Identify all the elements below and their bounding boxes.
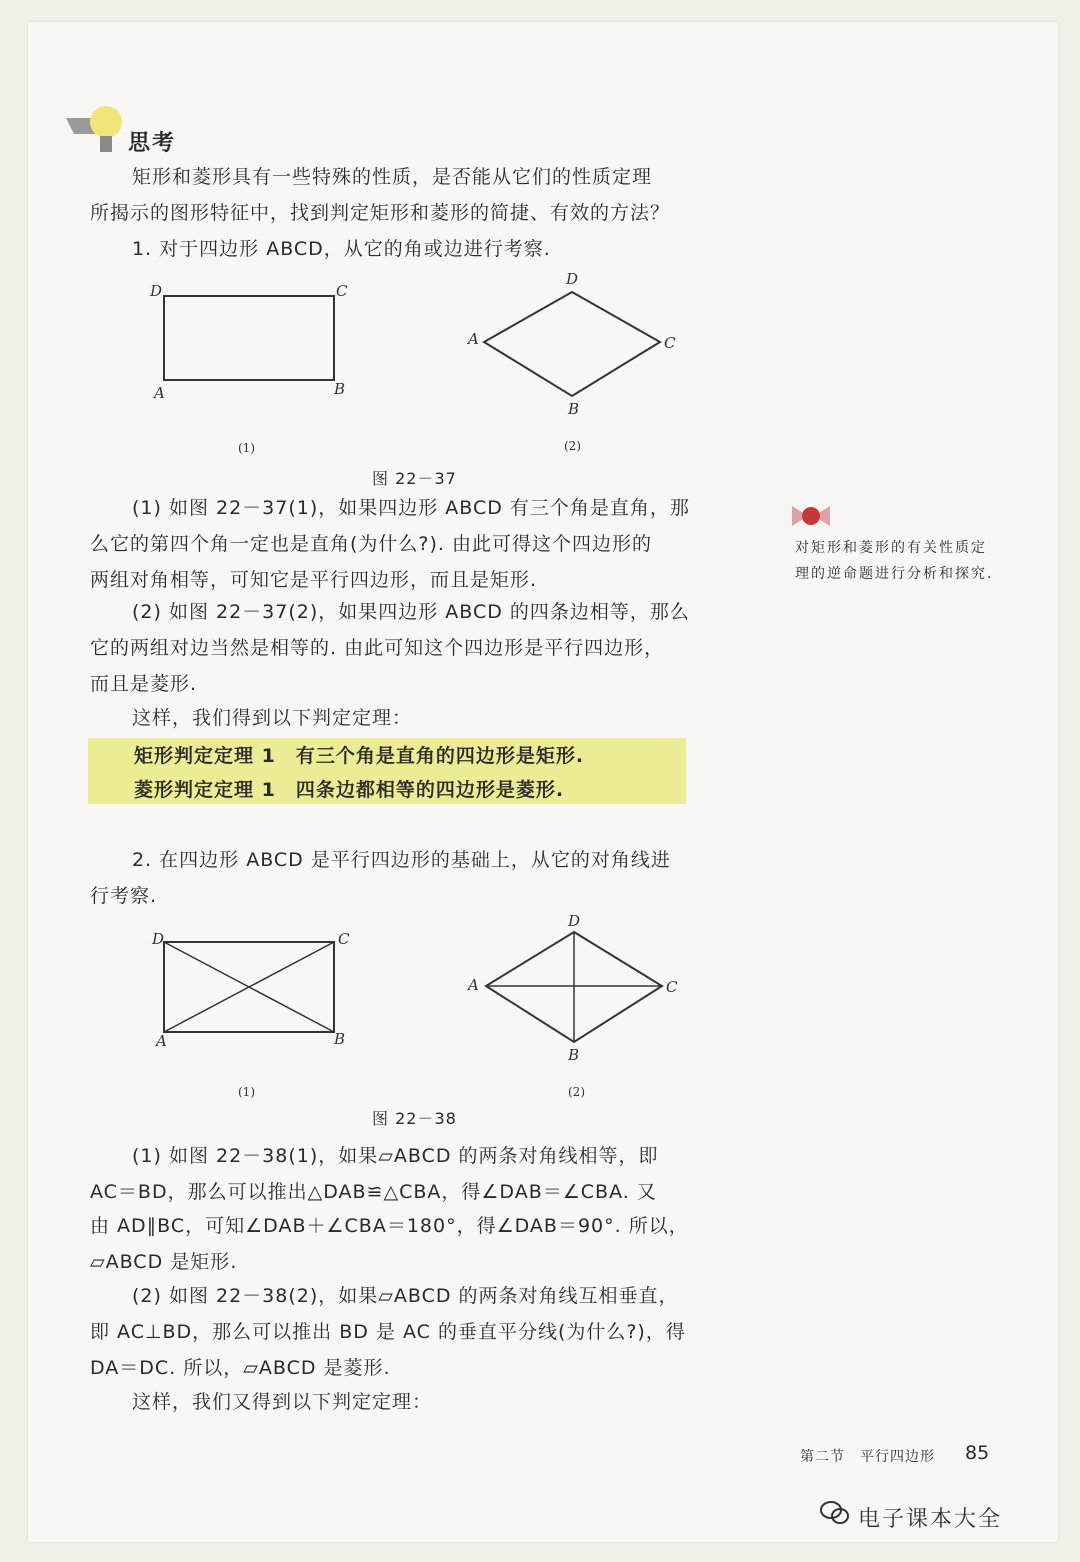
vertex-label-a: A xyxy=(468,976,479,994)
vertex-label-a: A xyxy=(154,384,165,402)
vertex-label-b: B xyxy=(568,400,580,418)
vertex-label-c: C xyxy=(666,978,678,996)
part1-para2-line3: 而且是菱形. xyxy=(90,673,198,695)
subfigure-label: (1) xyxy=(238,441,255,455)
part2-conclusion: 这样，我们又得到以下判定定理： xyxy=(132,1391,433,1413)
subfigure-label: (1) xyxy=(238,1085,255,1099)
part1-title: 1. 对于四边形 ABCD，从它的角或边进行考察. xyxy=(132,238,551,260)
intro-line-2: 所揭示的图形特征中，找到判定矩形和菱形的简捷、有效的方法？ xyxy=(90,202,671,224)
part1-para1-line3: 两组对角相等，可知它是平行四边形，而且是矩形. xyxy=(90,569,538,591)
part1-para1-line1: (1) 如图 22－37(1)，如果四边形 ABCD 有三个角是直角，那 xyxy=(132,497,690,519)
vertex-label-b: B xyxy=(334,380,346,398)
intro-line-1: 矩形和菱形具有一些特殊的性质，是否能从它们的性质定理 xyxy=(132,166,653,188)
part2-para1-line2: AC＝BD，那么可以推出△DAB≌△CBA，得∠DAB＝∠CBA. 又 xyxy=(90,1181,657,1203)
vertex-label-c: C xyxy=(338,930,350,948)
margin-note: 对矩形和菱形的有关性质定理的逆命题进行分析和探究. xyxy=(795,540,994,582)
vertex-label-b: B xyxy=(334,1030,346,1048)
part1-conclusion: 这样，我们得到以下判定定理： xyxy=(132,707,413,729)
part2-para2-line1: (2) 如图 22－38(2)，如果▱ABCD 的两条对角线互相垂直， xyxy=(132,1285,679,1307)
part1-para1-line2: 么它的第四个角一定也是直角(为什么?). 由此可得这个四边形的 xyxy=(90,533,652,555)
figure-22-38-rhombus xyxy=(464,912,684,1098)
figure-caption: 图 22－37 xyxy=(372,469,457,488)
part1-para2-line1: (2) 如图 22－37(2)，如果四边形 ABCD 的四条边相等，那么 xyxy=(132,601,690,623)
note-bow-icon xyxy=(788,500,834,534)
part2-para2-line2: 即 AC⊥BD，那么可以推出 BD 是 AC 的垂直平分线(为什么?)，得 xyxy=(90,1321,686,1343)
part2-para1-line3: 由 AD∥BC，可知∠DAB＋∠CBA＝180°，得∠DAB＝90°. 所以， xyxy=(90,1215,689,1237)
section-label-thinking: 思考 xyxy=(128,131,177,156)
part2-title-line2: 行考察. xyxy=(90,885,158,907)
vertex-label-d: D xyxy=(150,282,163,300)
rectangle-theorem-1: 矩形判定定理 1 有三个角是直角的四边形是矩形. xyxy=(134,745,585,767)
footer-section-title: 第二节 平行四边形 xyxy=(800,1449,935,1465)
part1-para2-line2: 它的两组对边当然是相等的. 由此可知这个四边形是平行四边形， xyxy=(90,637,665,659)
vertex-label-c: C xyxy=(664,334,676,352)
subfigure-label: (2) xyxy=(568,1085,585,1099)
vertex-label-c: C xyxy=(336,282,348,300)
vertex-label-d: D xyxy=(152,930,165,948)
vertex-label-b: B xyxy=(568,1046,580,1064)
wechat-logo-icon xyxy=(820,1500,850,1526)
page-number: 85 xyxy=(965,1442,990,1464)
rhombus-theorem-1: 菱形判定定理 1 四条边都相等的四边形是菱形. xyxy=(134,779,565,801)
part2-para2-line3: DA＝DC. 所以，▱ABCD 是菱形. xyxy=(90,1357,391,1379)
figure-22-37-rectangle xyxy=(150,282,350,455)
vertex-label-a: A xyxy=(468,330,479,348)
figure-22-38-rectangle xyxy=(150,926,360,1102)
watermark-text: 电子课本大全 xyxy=(858,1507,1003,1532)
subfigure-label: (2) xyxy=(564,439,581,453)
figure-caption: 图 22－38 xyxy=(372,1109,457,1128)
figure-22-37-rhombus xyxy=(464,268,684,453)
lightbulb-icon xyxy=(64,104,124,156)
vertex-label-d: D xyxy=(566,270,579,288)
vertex-label-d: D xyxy=(568,912,581,930)
part2-title-line1: 2. 在四边形 ABCD 是平行四边形的基础上，从它的对角线进 xyxy=(132,849,671,871)
vertex-label-a: A xyxy=(156,1032,167,1050)
part2-para1-line4: ▱ABCD 是矩形. xyxy=(90,1251,238,1273)
part2-para1-line1: (1) 如图 22－38(1)，如果▱ABCD 的两条对角线相等，即 xyxy=(132,1145,659,1167)
